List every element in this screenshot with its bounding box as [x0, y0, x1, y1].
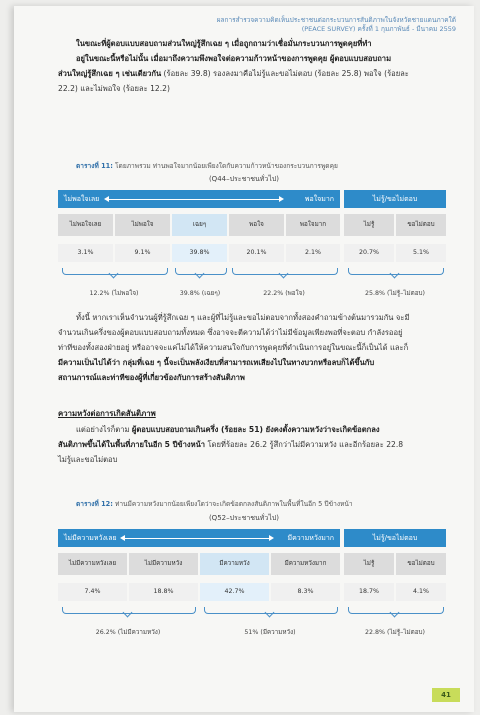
table11-header-cell: พอใจ: [229, 214, 284, 236]
table12-value-cell: 18.8%: [129, 583, 198, 601]
table12-label: ตารางที่ 12:: [76, 500, 113, 508]
section-heading: ความหวังต่อการเกิดสันติภาพ: [58, 409, 156, 418]
table11-label: ตารางที่ 11:: [76, 162, 113, 170]
table11-side-header: ไม่รู้: [344, 214, 394, 236]
table11-caption-text: โดยภาพรวม ท่านพอใจมากน้อยเพียงใดกับความก้าวหน้าของกระบวนการพูดคุย: [112, 162, 338, 170]
table11-group-label: 25.8% (ไม่รู้–ไม่ตอบ): [365, 290, 425, 297]
table12-value-cell-highlight: 42.7%: [200, 583, 269, 601]
arrow-right-icon: [279, 196, 284, 202]
table12-bar-left: ไม่มีความหวังเลย: [64, 534, 117, 542]
table12-caption: [76, 498, 353, 509]
table11-scale-bar: [58, 190, 340, 208]
table12-side-header: ขอไม่ตอบ: [396, 553, 446, 575]
table12-header-cell-highlight: มีความหวัง: [200, 553, 269, 575]
running-header: [217, 16, 456, 34]
para2-line-4: มีความเป็นไปได้ว่า กลุ่มที่เฉย ๆ นี้จะเป็นพลังเงียบที่สามารถเทเสียงไปในทางบวกหรือลบก็ได้ขึ้นกับ: [58, 358, 375, 367]
table11-value-cell: 3.1%: [58, 244, 113, 262]
para2-line-1: ทั้งนี้ หากเราเห็นจำนวนผู้ที่รู้สึกเฉย ๆ และผู้ที่ไม่รู้และขอไม่ตอบจากทั้งสองคำถามข้างต้นมารวมกัน จะมี: [76, 313, 410, 322]
section-line-2b: โดยที่ร้อยละ 26.2 รู้สึกว่าไม่มีความหวัง และอีกร้อยละ 22.8: [205, 440, 404, 449]
table11-header-cell-highlight: เฉยๆ: [172, 214, 227, 236]
table11-subtitle: (Q44–ประชาชนทั่วไป): [208, 175, 280, 183]
table12-group-label: 22.8% (ไม่รู้–ไม่ตอบ): [365, 629, 425, 636]
table11-bar-left: ไม่พอใจเลย: [64, 195, 100, 203]
arrow-right-icon: [269, 535, 274, 541]
table12-header-cell: ไม่มีความหวังเลย: [58, 553, 127, 575]
table11-header-cell: ไม่พอใจ: [115, 214, 170, 236]
arrow-left-icon: [120, 535, 125, 541]
table11-value-cell: 20.1%: [229, 244, 284, 262]
table12-subtitle: (Q52–ประชาชนทั่วไป): [208, 514, 280, 522]
page-number: 41: [432, 688, 460, 702]
header-line-2: (PEACE SURVEY) ครั้งที่ 1 กุมภาพันธ์ - มีนาคม 2559: [301, 25, 456, 33]
table11-value-cell: 9.1%: [115, 244, 170, 262]
scale-arrow-line: [124, 538, 270, 539]
scale-arrow-line: [108, 199, 280, 200]
table11-group-label: 12.2% (ไม่พอใจ): [89, 290, 139, 297]
arrow-left-icon: [104, 196, 109, 202]
intro-line-3b: (ร้อยละ 39.8) รองลงมาคือไม่รู้และขอไม่ตอบ (ร้อยละ 25.8) พอใจ (ร้อยละ: [161, 69, 409, 78]
table12-caption-text: ท่านมีความหวังมากน้อยเพียงใดว่าจะเกิดข้อตกลงสันติภาพในพื้นที่ในอีก 5 ปีข้างหน้า: [112, 500, 353, 508]
table11-side-value: 5.1%: [396, 244, 446, 262]
table12-header-cell: มีความหวังมาก: [271, 553, 340, 575]
intro-line-3a: ส่วนใหญ่รู้สึกเฉย ๆ เช่นเดียวกัน: [58, 69, 162, 78]
table12-group-label: 26.2% (ไม่มีความหวัง): [95, 629, 161, 636]
table11-side-bar: [344, 190, 446, 208]
table12-value-cell: 7.4%: [58, 583, 127, 601]
table12-value-cell: 8.3%: [271, 583, 340, 601]
table12-side-value: 18.7%: [344, 583, 394, 601]
section-line-2a: สันติภาพขึ้นได้ในพื้นที่ภายในอีก 5 ปีข้างหน้า: [58, 440, 206, 449]
header-line-1: ผลการสำรวจความคิดเห็นประชาชนต่อกระบวนการสันติภาพในจังหวัดชายแดนภาคใต้: [216, 16, 456, 24]
table12-header-cell: ไม่มีความหวัง: [129, 553, 198, 575]
section-line-3: ไม่รู้และขอไม่ตอบ: [58, 455, 118, 464]
hope-paragraph: [58, 422, 458, 467]
document-page: [14, 6, 474, 712]
discussion-paragraph: [58, 310, 458, 385]
table12-side-value: 4.1%: [396, 583, 446, 601]
table11-bar-right: พอใจมาก: [304, 195, 334, 203]
table11-side-header: ขอไม่ตอบ: [396, 214, 446, 236]
para2-line-3: ท่าทีของทั้งสองฝ่ายอยู่ หรืออาจจะแค่ไม่ได้ให้ความสนใจกับการพูดคุยที่ดำเนินการอยู่ในขณะนี้ก็เป็นได้ และก็: [58, 343, 409, 352]
table12-bar-side: ไม่รู้/ขอไม่ตอบ: [372, 534, 418, 542]
table12-bar-right: มีความหวังมาก: [287, 534, 334, 542]
table11-caption: [76, 160, 338, 171]
table11-value-cell-highlight: 39.8%: [172, 244, 227, 262]
table11-bar-side: ไม่รู้/ขอไม่ตอบ: [372, 195, 418, 203]
table11-header-cell: ไม่พอใจเลย: [58, 214, 113, 236]
table11-value-cell: 2.1%: [286, 244, 340, 262]
table12-side-header: ไม่รู้: [344, 553, 394, 575]
section-line-1b: ผู้ตอบแบบสอบถามเกินครึ่ง (ร้อยละ 51) ยังคงตั้งความหวังว่าจะเกิดข้อตกลง: [131, 425, 380, 434]
intro-paragraph: [58, 36, 456, 96]
table11-group-label: 39.8% (เฉยๆ): [179, 290, 221, 297]
table12-scale-bar: [58, 529, 340, 547]
para2-line-2: จำนวนเกินครึ่งของผู้ตอบแบบสอบถามทั้งหมด ซึ่งอาจจะตีความได้ว่าไม่มีข้อมูลเพียงพอที่จะตอบ กำลังรออยู่: [58, 328, 403, 337]
section-line-1a: แต่อย่างไรก็ตาม: [76, 425, 132, 434]
table11-group-label: 22.2% (พอใจ): [263, 290, 305, 297]
table11-header-cell: พอใจมาก: [286, 214, 340, 236]
intro-line-1: ในขณะที่ผู้ตอบแบบสอบถามส่วนใหญ่รู้สึกเฉย ๆ เมื่อถูกถามว่าเชื่อมั่นกระบวนการพูดคุยที่ทำ: [76, 39, 372, 48]
table11-side-value: 20.7%: [344, 244, 394, 262]
table12-group-label: 51% (มีความหวัง): [244, 629, 296, 636]
intro-line-2: อยู่ในขณะนี้หรือไม่นั้น เมื่อมาถึงความพึงพอใจต่อความก้าวหน้าของการพูดคุย ผู้ตอบแบบสอบถาม: [76, 54, 392, 63]
intro-line-4: 22.2) และไม่พอใจ (ร้อยละ 12.2): [58, 84, 170, 93]
para2-line-5: สถานการณ์และท่าทีของผู้ที่เกี่ยวข้องกับการสร้างสันติภาพ: [58, 373, 245, 382]
table12-side-bar: [344, 529, 446, 547]
